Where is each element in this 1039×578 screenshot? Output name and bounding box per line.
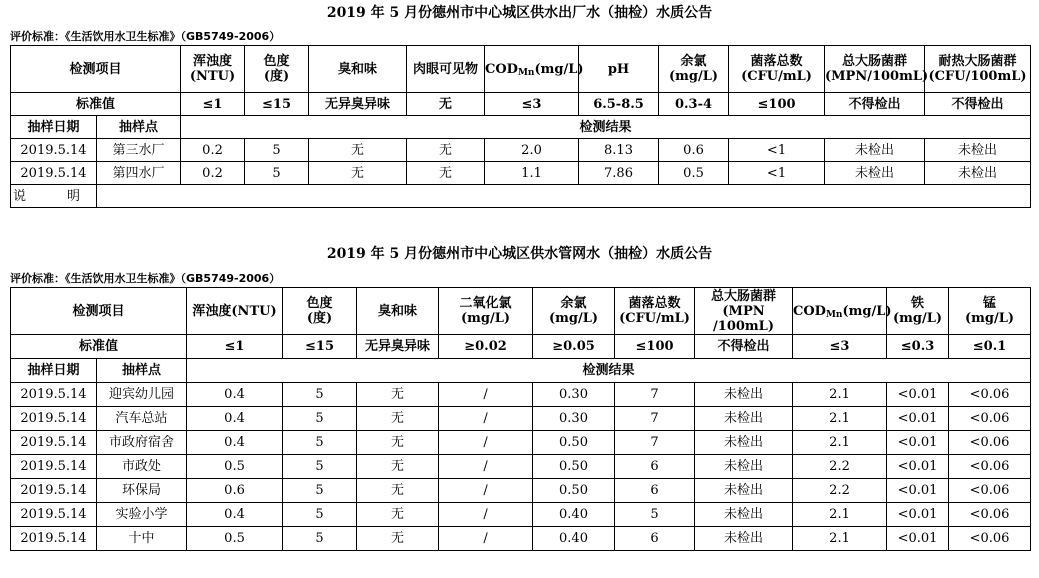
result-value: <0.01 bbox=[887, 455, 949, 479]
sample-date: 2019.5.14 bbox=[11, 527, 97, 551]
column-header-unit: (NTU) bbox=[189, 69, 236, 84]
result-value: <1 bbox=[729, 162, 825, 185]
result-value: 5 bbox=[615, 503, 695, 527]
result-value: 0.50 bbox=[533, 455, 615, 479]
column-header-label: 色度 bbox=[263, 54, 290, 69]
sample-point: 第四水厂 bbox=[97, 162, 181, 185]
column-header-unit: (CFU/mL) bbox=[741, 69, 812, 84]
column-header-label: 总大肠菌群 bbox=[842, 54, 908, 69]
result-value: 5 bbox=[283, 479, 357, 503]
column-header-unit: (CFU/100mL) bbox=[928, 69, 1027, 84]
plant-water-table bbox=[10, 45, 1031, 208]
column-header-unit: (mg/L) bbox=[964, 311, 1015, 326]
result-value: 0.40 bbox=[533, 503, 615, 527]
result-value: 未检出 bbox=[695, 455, 793, 479]
standard-value: ≤3 bbox=[485, 93, 579, 116]
subheader-row bbox=[11, 359, 1031, 383]
sample-date: 2019.5.14 bbox=[11, 503, 97, 527]
report-title-network-water: 2019 年 5 月份德州市中心城区供水管网水（抽检）水质公告 bbox=[326, 246, 713, 262]
result-value: 0.5 bbox=[187, 455, 283, 479]
standard-label: 标准值 bbox=[11, 93, 181, 116]
column-header-label: 总大肠菌群 bbox=[711, 288, 777, 304]
result-value: 未检出 bbox=[695, 407, 793, 431]
standard-row bbox=[11, 335, 1031, 359]
column-header bbox=[439, 288, 533, 335]
header-row bbox=[11, 46, 1031, 93]
result-value: 2.1 bbox=[793, 407, 887, 431]
result-value: 无 bbox=[357, 407, 439, 431]
result-value: 0.4 bbox=[187, 407, 283, 431]
sample-point: 实验小学 bbox=[97, 503, 187, 527]
standard-value: ≤15 bbox=[283, 335, 357, 359]
result-value: <0.01 bbox=[887, 527, 949, 551]
result-value: 5 bbox=[283, 407, 357, 431]
result-value: 0.4 bbox=[187, 431, 283, 455]
sample-date: 2019.5.14 bbox=[11, 431, 97, 455]
result-value: <0.06 bbox=[949, 431, 1031, 455]
result-value: 5 bbox=[283, 431, 357, 455]
column-header bbox=[357, 288, 439, 335]
standard-value: ≤0.1 bbox=[949, 335, 1031, 359]
column-header bbox=[729, 46, 825, 93]
sample-date: 2019.5.14 bbox=[11, 455, 97, 479]
result-value: 7 bbox=[615, 383, 695, 407]
sample-point: 市政府宿舍 bbox=[97, 431, 187, 455]
result-value: <0.01 bbox=[887, 431, 949, 455]
column-header-label: 二氧化氯 bbox=[459, 296, 512, 311]
standard-value: 无异臭异味 bbox=[357, 335, 439, 359]
result-value: <0.01 bbox=[887, 383, 949, 407]
result-value: 5 bbox=[245, 162, 309, 185]
table-row bbox=[11, 383, 1031, 407]
result-value: 2.0 bbox=[485, 139, 579, 162]
table-row bbox=[11, 503, 1031, 527]
column-header-unit: (mg/L) bbox=[460, 311, 511, 326]
result-value: 未检出 bbox=[695, 383, 793, 407]
result-value: / bbox=[439, 527, 533, 551]
result-value: 0.30 bbox=[533, 407, 615, 431]
sample-date: 2019.5.14 bbox=[11, 383, 97, 407]
column-header-label: 锰 bbox=[983, 296, 997, 311]
column-header-unit: (mg/L) bbox=[534, 61, 584, 77]
result-value: 未检出 bbox=[695, 527, 793, 551]
result-value: <0.06 bbox=[949, 503, 1031, 527]
result-value: / bbox=[439, 407, 533, 431]
result-value: 7 bbox=[615, 407, 695, 431]
result-value: 未检出 bbox=[825, 162, 925, 185]
column-header-label: 铁 bbox=[911, 296, 925, 311]
report-title-plant-water: 2019 年 5 月份德州市中心城区供水出厂水（抽检）水质公告 bbox=[326, 5, 713, 21]
standard-value: ≤15 bbox=[245, 93, 309, 116]
column-header bbox=[793, 288, 892, 335]
column-header-label: 浑浊度(NTU) bbox=[192, 303, 277, 319]
column-header bbox=[485, 46, 584, 93]
result-value: 5 bbox=[283, 455, 357, 479]
result-value: 0.6 bbox=[187, 479, 283, 503]
column-header-label: 臭和味 bbox=[338, 61, 378, 77]
column-header-unit: (mg/L) bbox=[892, 311, 943, 326]
table-row bbox=[11, 527, 1031, 551]
column-header-unit: (CFU/mL) bbox=[619, 311, 690, 326]
result-value: 未检出 bbox=[695, 503, 793, 527]
table-row bbox=[11, 479, 1031, 503]
table-row bbox=[11, 407, 1031, 431]
standard-row bbox=[11, 93, 1031, 116]
result-value: 0.4 bbox=[187, 383, 283, 407]
result-value: 0.50 bbox=[533, 479, 615, 503]
sample-date: 2019.5.14 bbox=[11, 407, 97, 431]
result-value: 2.1 bbox=[793, 431, 887, 455]
table-row bbox=[11, 431, 1031, 455]
column-header bbox=[533, 288, 615, 335]
column-header-unit: (mg/L) bbox=[548, 311, 599, 326]
standard-value: ≥0.05 bbox=[533, 335, 615, 359]
column-header bbox=[925, 46, 1031, 93]
result-value: 8.13 bbox=[579, 139, 659, 162]
standard-value: ≤100 bbox=[615, 335, 695, 359]
column-header bbox=[695, 288, 793, 335]
result-value: 2.1 bbox=[793, 527, 887, 551]
result-value: <1 bbox=[729, 139, 825, 162]
result-value: 无 bbox=[309, 162, 407, 185]
result-value: / bbox=[439, 479, 533, 503]
result-value: 0.40 bbox=[533, 527, 615, 551]
column-header-label: 肉眼可见物 bbox=[413, 61, 479, 77]
result-value: <0.01 bbox=[887, 479, 949, 503]
standard-value: ≤100 bbox=[729, 93, 825, 116]
result-header: 检测结果 bbox=[187, 359, 1031, 383]
result-value: 无 bbox=[407, 162, 485, 185]
network-water-table bbox=[10, 287, 1031, 551]
result-value: <0.01 bbox=[887, 503, 949, 527]
standard-value: ≤1 bbox=[187, 335, 283, 359]
result-value: 0.30 bbox=[533, 383, 615, 407]
result-value: 2.2 bbox=[793, 479, 887, 503]
column-header-label: COD bbox=[485, 61, 518, 77]
result-value: 7.86 bbox=[579, 162, 659, 185]
column-header-unit: (MPN/100mL) bbox=[825, 69, 929, 84]
result-value: / bbox=[439, 503, 533, 527]
column-header bbox=[245, 46, 309, 93]
result-value: 0.6 bbox=[659, 139, 729, 162]
result-value: 0.2 bbox=[181, 162, 245, 185]
note-label: 说 明 bbox=[11, 185, 97, 208]
result-value: 5 bbox=[245, 139, 309, 162]
sample-date: 2019.5.14 bbox=[11, 139, 97, 162]
header-row bbox=[11, 288, 1031, 335]
column-header-label: 臭和味 bbox=[378, 303, 418, 319]
standard-value: 无异臭异味 bbox=[309, 93, 407, 116]
result-value: 无 bbox=[357, 527, 439, 551]
column-header-unit: (MPN /100mL) bbox=[713, 303, 774, 334]
sample-point: 第三水厂 bbox=[97, 139, 181, 162]
column-header bbox=[949, 288, 1031, 335]
sample-point: 迎宾幼儿园 bbox=[97, 383, 187, 407]
result-value: 未检出 bbox=[695, 479, 793, 503]
sample-point: 市政处 bbox=[97, 455, 187, 479]
column-header-subscript: Mn bbox=[517, 67, 535, 78]
result-value: 无 bbox=[357, 455, 439, 479]
sample-point: 环保局 bbox=[97, 479, 187, 503]
date-header: 抽样日期 bbox=[11, 116, 97, 139]
standard-value: ≤0.3 bbox=[887, 335, 949, 359]
evaluation-standard: 评价标准：《生活饮用水卫生标准》（GB5749-2006） bbox=[10, 272, 281, 285]
result-value: <0.06 bbox=[949, 455, 1031, 479]
result-value: 6 bbox=[615, 455, 695, 479]
result-value: / bbox=[439, 383, 533, 407]
subheader-row bbox=[11, 116, 1031, 139]
table-row bbox=[11, 162, 1031, 185]
standard-value: 不得检出 bbox=[825, 93, 925, 116]
standard-value: 0.3-4 bbox=[659, 93, 729, 116]
item-header: 检测项目 bbox=[11, 46, 181, 93]
note-row bbox=[11, 185, 1031, 208]
column-header-unit: (度) bbox=[263, 69, 290, 84]
date-header: 抽样日期 bbox=[11, 359, 97, 383]
result-value: 无 bbox=[309, 139, 407, 162]
sample-date: 2019.5.14 bbox=[11, 479, 97, 503]
column-header bbox=[309, 46, 407, 93]
result-value: 0.5 bbox=[187, 527, 283, 551]
column-header-label: 色度 bbox=[306, 296, 333, 311]
result-value: / bbox=[439, 431, 533, 455]
table-row bbox=[11, 455, 1031, 479]
column-header bbox=[615, 288, 695, 335]
column-header-unit: (度) bbox=[306, 311, 333, 326]
result-value: <0.06 bbox=[949, 527, 1031, 551]
result-value: / bbox=[439, 455, 533, 479]
sample-date: 2019.5.14 bbox=[11, 162, 97, 185]
result-value: 6 bbox=[615, 527, 695, 551]
column-header bbox=[187, 288, 283, 335]
result-value: 5 bbox=[283, 527, 357, 551]
table-row bbox=[11, 139, 1031, 162]
column-header bbox=[283, 288, 357, 335]
result-header: 检测结果 bbox=[181, 116, 1031, 139]
result-value: 无 bbox=[357, 503, 439, 527]
result-value: 6 bbox=[615, 479, 695, 503]
column-header bbox=[407, 46, 485, 93]
result-value: 0.50 bbox=[533, 431, 615, 455]
evaluation-standard: 评价标准：《生活饮用水卫生标准》（GB5749-2006） bbox=[10, 30, 281, 43]
sample-point: 十中 bbox=[97, 527, 187, 551]
item-header: 检测项目 bbox=[11, 288, 187, 335]
column-header-unit: (mg/L) bbox=[668, 69, 719, 84]
column-header-subscript: Mn bbox=[825, 309, 843, 320]
standard-value: 6.5-8.5 bbox=[579, 93, 659, 116]
standard-value: ≥0.02 bbox=[439, 335, 533, 359]
standard-value: ≤1 bbox=[181, 93, 245, 116]
point-header: 抽样点 bbox=[97, 359, 187, 383]
column-header-label: 浑浊度 bbox=[193, 54, 233, 69]
result-value: <0.06 bbox=[949, 407, 1031, 431]
result-value: <0.06 bbox=[949, 479, 1031, 503]
column-header-label: 余氯 bbox=[680, 54, 707, 69]
result-value: <0.01 bbox=[887, 407, 949, 431]
result-value: 无 bbox=[357, 383, 439, 407]
standard-value: 无 bbox=[407, 93, 485, 116]
result-value: 2.2 bbox=[793, 455, 887, 479]
column-header-label: COD bbox=[793, 303, 826, 319]
result-value: 2.1 bbox=[793, 383, 887, 407]
result-value: 5 bbox=[283, 383, 357, 407]
point-header: 抽样点 bbox=[97, 116, 181, 139]
column-header bbox=[579, 46, 659, 93]
column-header-label: 耐热大肠菌群 bbox=[938, 54, 1017, 69]
result-value: <0.06 bbox=[949, 383, 1031, 407]
standard-label: 标准值 bbox=[11, 335, 187, 359]
standard-value: 不得检出 bbox=[925, 93, 1031, 116]
column-header bbox=[181, 46, 245, 93]
result-value: 未检出 bbox=[925, 139, 1031, 162]
column-header-label: 菌落总数 bbox=[750, 54, 803, 69]
column-header-label: 菌落总数 bbox=[628, 296, 681, 311]
column-header-label: 余氯 bbox=[560, 296, 587, 311]
column-header bbox=[825, 46, 929, 93]
result-value: 7 bbox=[615, 431, 695, 455]
result-value: 无 bbox=[357, 479, 439, 503]
result-value: 0.5 bbox=[659, 162, 729, 185]
result-value: 0.4 bbox=[187, 503, 283, 527]
sample-point: 汽车总站 bbox=[97, 407, 187, 431]
standard-value: 不得检出 bbox=[695, 335, 793, 359]
result-value: 未检出 bbox=[695, 431, 793, 455]
standard-value: ≤3 bbox=[793, 335, 887, 359]
column-header-label: pH bbox=[607, 61, 630, 77]
result-value: 0.2 bbox=[181, 139, 245, 162]
result-value: 未检出 bbox=[825, 139, 925, 162]
result-value: 未检出 bbox=[925, 162, 1031, 185]
result-value: 1.1 bbox=[485, 162, 579, 185]
result-value: 2.1 bbox=[793, 503, 887, 527]
result-value: 无 bbox=[357, 431, 439, 455]
result-value: 5 bbox=[283, 503, 357, 527]
note-content bbox=[97, 185, 1031, 208]
result-value: 无 bbox=[407, 139, 485, 162]
column-header bbox=[659, 46, 729, 93]
column-header bbox=[887, 288, 949, 335]
column-header-unit: (mg/L) bbox=[842, 303, 892, 319]
